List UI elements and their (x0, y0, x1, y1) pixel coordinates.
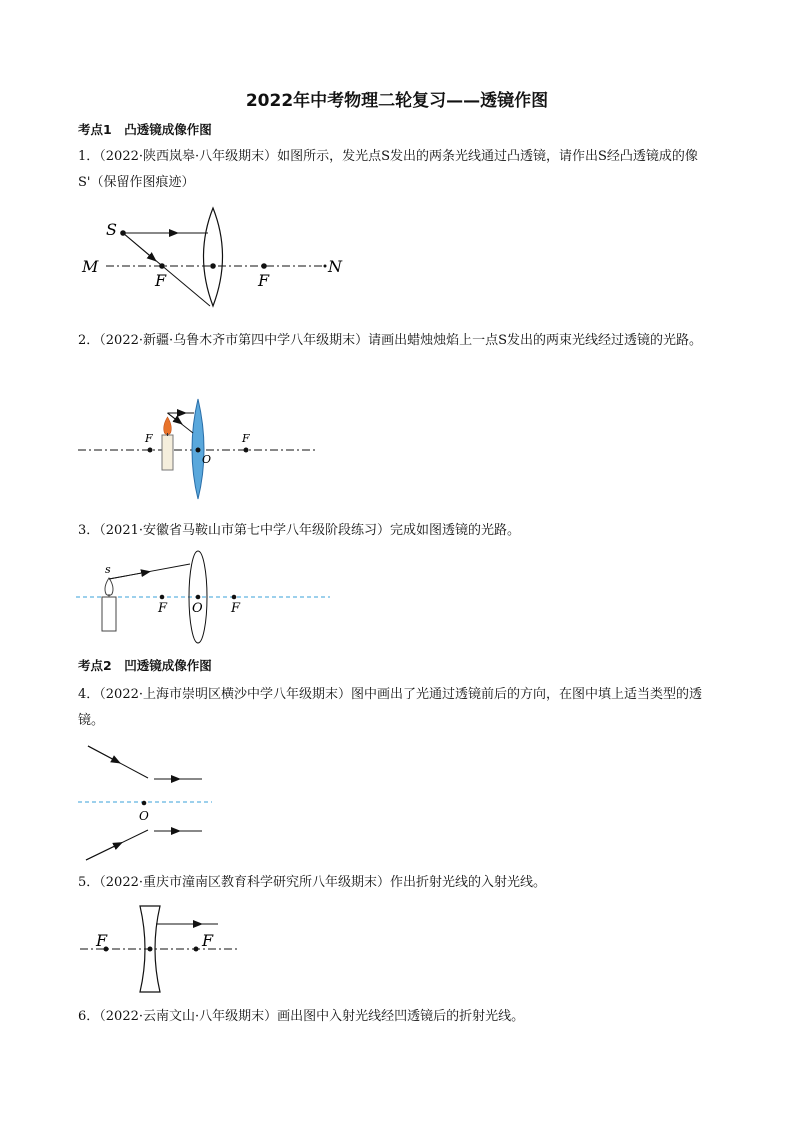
label-s: s (105, 563, 111, 576)
section-heading-convex: 考点1 凸透镜成像作图 (78, 122, 212, 137)
label-f-right: F (242, 432, 250, 445)
question-3-text: 3．（2021·安徽省马鞍山市第七中学八年级阶段练习）完成如图透镜的光路。 (78, 523, 520, 538)
convex-lens (204, 208, 223, 306)
lens-center-point (196, 448, 201, 453)
section-heading-concave: 考点2 凹透镜成像作图 (78, 658, 212, 673)
point-s (120, 230, 126, 236)
candle-body (102, 597, 116, 631)
label-f-left: F (158, 601, 168, 616)
lens-center-point (196, 595, 201, 600)
label-m: M (82, 257, 99, 276)
lens-center-point (148, 947, 153, 952)
question-2-text: 2．（2022·新疆·乌鲁木齐市第四中学八年级期末）请画出蜡烛烛焰上一点S发出的两束光线经过透镜的光路。 (78, 333, 703, 348)
question-1-text: 1．（2022·陕西岚皋·八年级期末）如图所示，发光点S发出的两条光线通过凸透镜，请作出S经凸透镜成的像S'（保留作图痕迹） (78, 149, 698, 190)
figure-4-lens-box (76, 742, 226, 867)
ray-through-focus-arrow (123, 233, 156, 261)
focus-right-point (261, 263, 267, 269)
label-o: O (192, 601, 203, 616)
focus-right-point (194, 947, 199, 952)
candle-flame (164, 417, 172, 435)
question-6-text: 6．（2022·云南文山·八年级期末）画出图中入射光线经凹透镜后的折射光线。 (78, 1009, 525, 1024)
focus-left-point (160, 595, 165, 600)
label-f-left: F (145, 432, 153, 445)
focus-right-point (244, 448, 249, 453)
label-s: S (106, 220, 117, 239)
candle-body (162, 435, 173, 470)
label-f-right: F (231, 601, 241, 616)
focus-right-point (232, 595, 237, 600)
incident-ray-top-arrow (88, 746, 120, 763)
label-f-right: F (202, 931, 214, 950)
label-f-left: F (155, 271, 167, 290)
label-o: O (202, 453, 212, 466)
figure-5-concave-lens (78, 902, 248, 997)
question-5-text: 5．（2022·重庆市潼南区教育科学研究所八年级期末）作出折射光线的入射光线。 (78, 875, 546, 890)
label-o: O (139, 809, 149, 823)
question-4-text: 4．（2022·上海市崇明区横沙中学八年级期末）图中画出了光通过透镜前后的方向，在图中填上适当类型的透镜。 (78, 687, 702, 728)
focus-left-point (148, 448, 153, 453)
ray-incident-arrow (109, 572, 150, 580)
lens-center-point (210, 263, 216, 269)
figure-3-candle-lens (76, 555, 336, 645)
label-f-right: F (258, 271, 270, 290)
focus-left-point (159, 263, 165, 269)
incident-ray-bottom-arrow (86, 843, 122, 861)
label-n: N (328, 257, 342, 276)
label-f-left: F (96, 931, 108, 950)
center-point (142, 801, 147, 806)
figure-2-candle-convex-lens (78, 395, 328, 505)
page-title: 2022年中考物理二轮复习——透镜作图 (245, 91, 549, 111)
candle-flame (105, 578, 113, 596)
figure-1-convex-lens (78, 200, 358, 320)
